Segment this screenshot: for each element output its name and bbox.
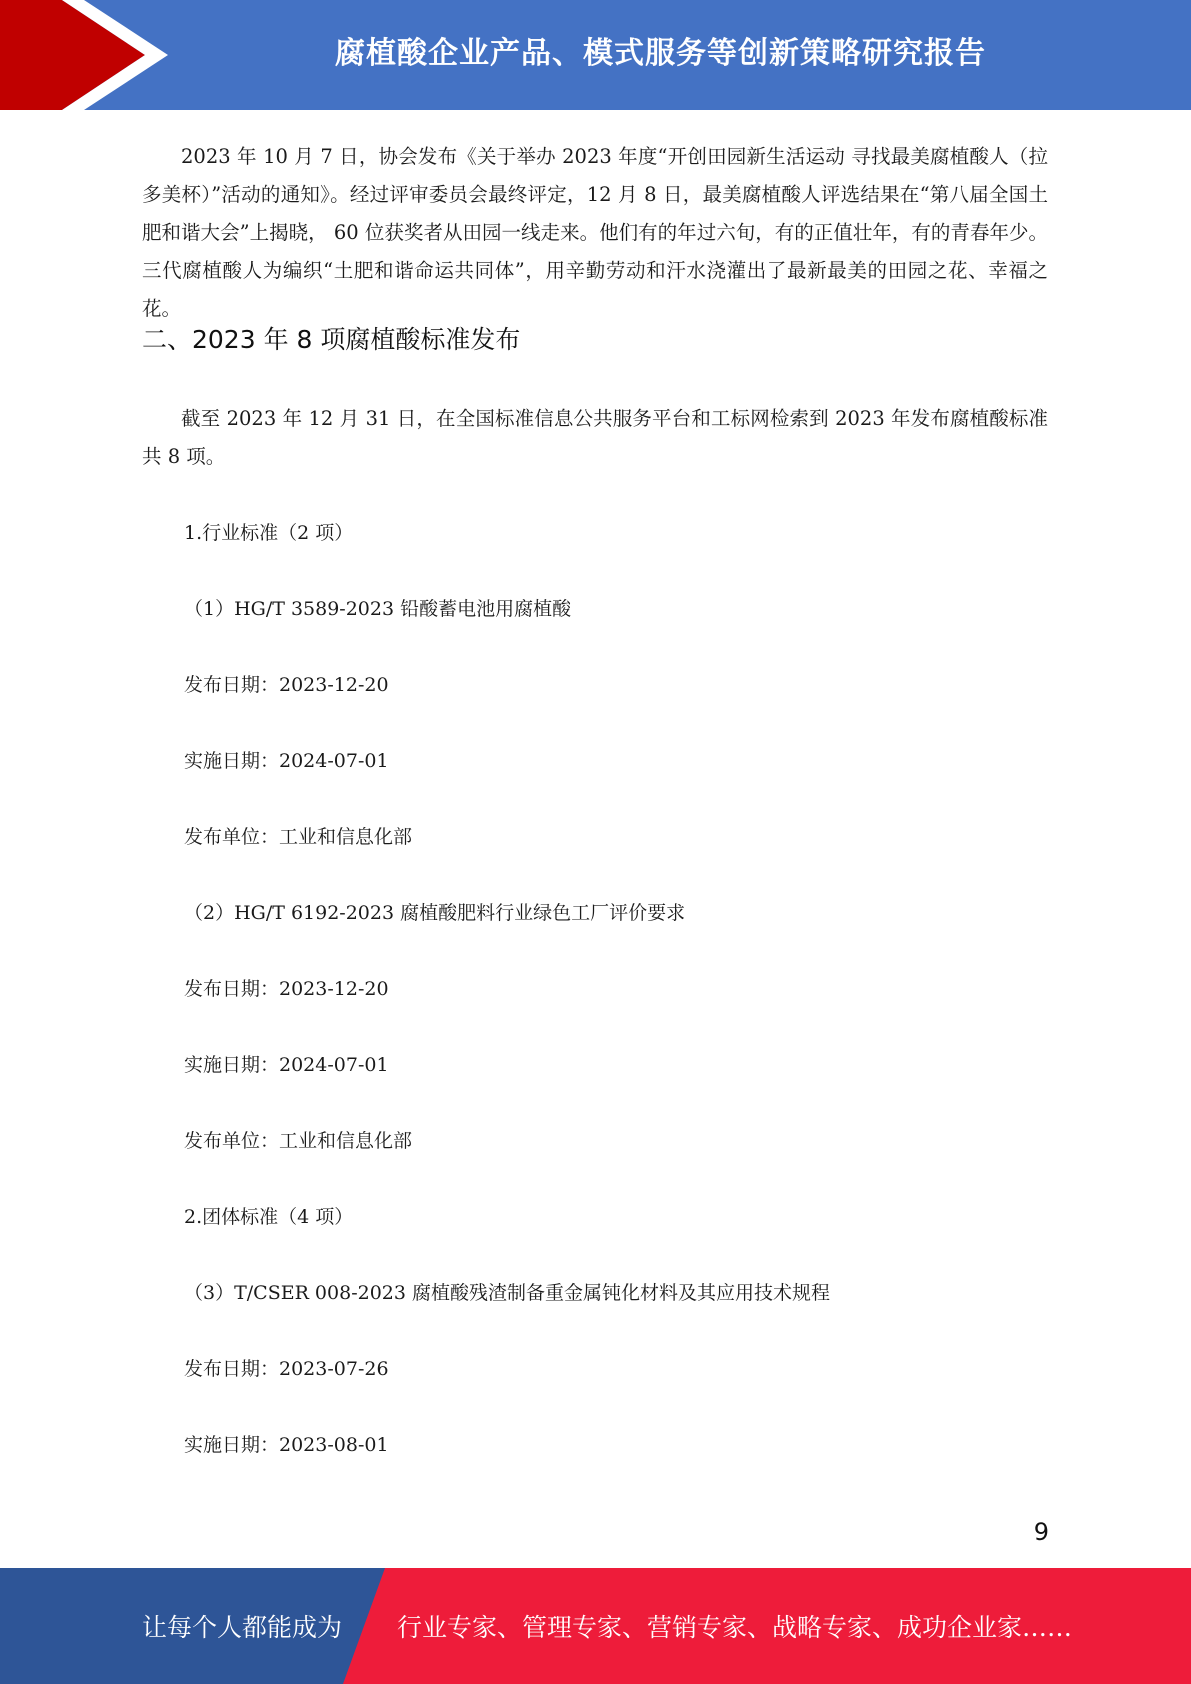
list-item: 发布日期：2023-12-20 — [184, 674, 389, 696]
page-number: 9 — [1033, 1518, 1049, 1546]
list-item: 实施日期：2023-08-01 — [184, 1434, 389, 1456]
list-item: （2）HG/T 6192-2023 腐植酸肥料行业绿色工厂评价要求 — [184, 902, 686, 924]
list-item: 发布单位：工业和信息化部 — [184, 826, 413, 848]
list-item: 实施日期：2024-07-01 — [184, 1054, 389, 1076]
page-footer — [0, 1568, 1191, 1684]
section-heading: 二、2023 年 8 项腐植酸标准发布 — [142, 325, 521, 354]
list-item: 发布单位：工业和信息化部 — [184, 1130, 413, 1152]
list-item: 发布日期：2023-12-20 — [184, 978, 389, 1000]
page-header — [0, 0, 1191, 110]
list-item: （3）T/CSER 008-2023 腐植酸残渣制备重金属钝化材料及其应用技术规程 — [184, 1282, 831, 1304]
list-item: 发布日期：2023-07-26 — [184, 1358, 389, 1380]
section-paragraph: 截至 2023 年 12 月 31 日，在全国标准信息公共服务平台和工标网检索到 2023 年发布腐植酸标准共 8 项。 — [142, 407, 1048, 468]
list-item: （1）HG/T 3589-2023 铅酸蓄电池用腐植酸 — [184, 598, 572, 620]
intro-block — [142, 138, 1048, 328]
list-item: 1.行业标准（2 项） — [184, 522, 354, 544]
document-title: 腐植酸企业产品、模式服务等创新策略研究报告 — [335, 36, 986, 71]
list-item: 2.团体标准（4 项） — [184, 1206, 354, 1228]
section-intro-block — [142, 400, 1048, 476]
red-chevron-shape — [0, 0, 145, 110]
list-item: 实施日期：2024-07-01 — [184, 750, 389, 772]
footer-slogan-right: 行业专家、管理专家、营销专家、战略专家、成功企业家…… — [397, 1613, 1073, 1642]
intro-paragraph: 2023 年 10 月 7 日，协会发布《关于举办 2023 年度“开创田园新生活运动 寻找最美腐植酸人（拉多美杯）”活动的通知》。经过评审委员会最终评定，12 月 8 日，最美腐植酸人评选结果在“第八届全国土肥和谐大会”上揭晓， 60 位获奖者从田园一线走来。他们有的年过六旬，有的正值壮年，有的青春年少。三代腐植酸人为编织“土肥和谐命运共同体”，用辛勤劳动和汗水浇灌出了最新最美的田园之花、幸福之花。 — [142, 145, 1048, 320]
footer-slogan-left: 让每个人都能成为 — [142, 1613, 343, 1642]
